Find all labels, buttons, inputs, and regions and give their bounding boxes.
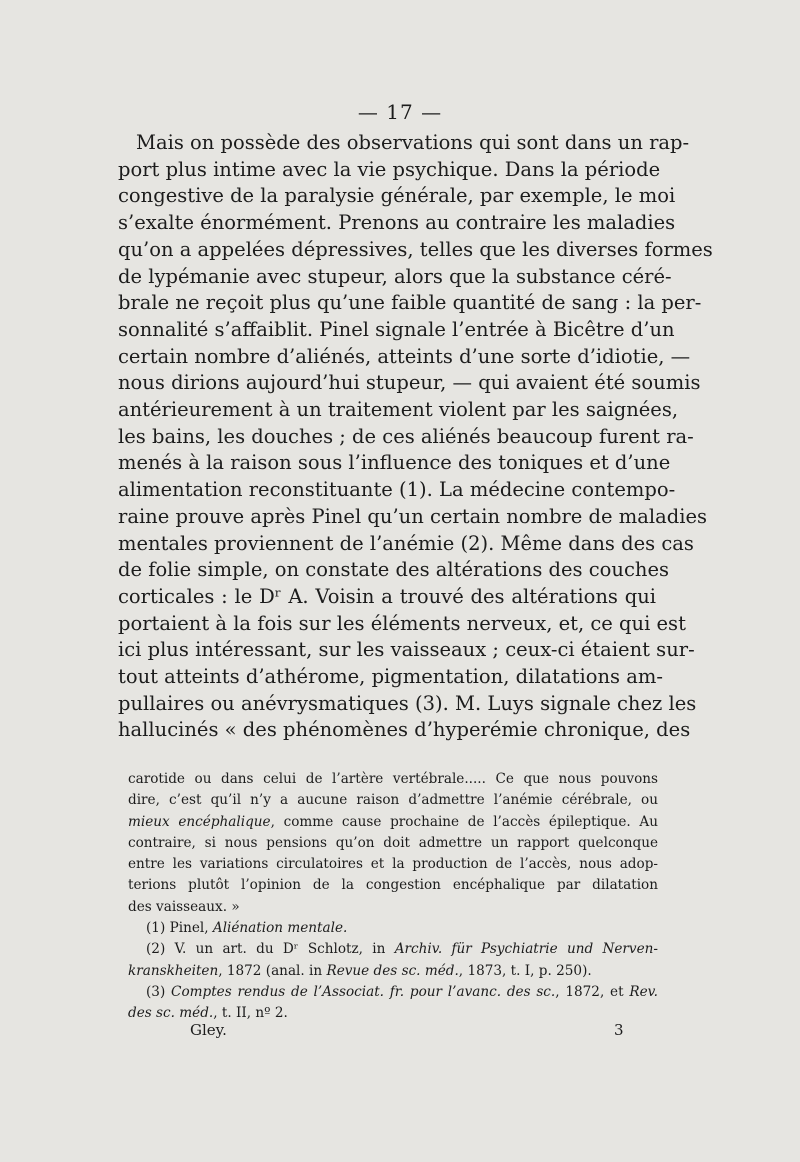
body-line: qu’on a appelées dépressives, telles que les diverses formes xyxy=(118,237,713,261)
body-line: Mais on possède des observations qui sont dans un rap- xyxy=(136,131,690,154)
body-line: brale ne reçoit plus qu’une faible quantité de sang : la per- xyxy=(118,291,702,315)
body-line: menés à la raison sous l’influence des toniques et d’une xyxy=(118,451,671,475)
footnote-2-title: Archiv. für Psychiatrie und Nerven- xyxy=(394,941,658,958)
signature-mark: Gley. xyxy=(190,1021,227,1039)
note-line: contraire, si nous pensions qu’on doit admettre un rapport quelconque xyxy=(128,834,658,851)
body-line: port plus intime avec la vie psychique. Dans la période xyxy=(118,157,661,181)
footnote-2 xyxy=(128,939,658,960)
body-line: corticales : le Dʳ A. Voisin a trouvé des altérations qui xyxy=(118,584,656,608)
body-line: alimentation reconstituante (1). La médecine contempo- xyxy=(118,478,676,502)
body-line: congestive de la paralysie générale, par exemple, le moi xyxy=(118,184,676,208)
body-line: hallucinés « des phénomènes d’hyperémie chronique, des xyxy=(118,718,691,742)
footnote-2-text: (2) V. un art. du Dʳ Schlotz, in xyxy=(146,941,395,958)
body-line: tout atteints d’athérome, pigmentation, dilatations am- xyxy=(118,665,663,689)
body-line: certain nombre d’aliénés, atteints d’une sorte d’idiotie, — xyxy=(118,344,691,368)
note-line-italic: mieux encéphalique xyxy=(128,813,271,830)
note-line: entre les variations circulatoires et la production de l’accès, nous adop- xyxy=(128,856,658,873)
footnote-3 xyxy=(128,982,658,1003)
footnote-3-rev-cont: des sc. méd. xyxy=(128,1005,214,1022)
body-line: les bains, les douches ; de ces aliénés beaucoup furent ra- xyxy=(118,424,694,448)
footnote-2-text-c: , 1873, t. I, p. 250). xyxy=(458,962,592,979)
footnote-2-text-b: , 1872 (anal. in xyxy=(218,962,327,979)
note-line: carotide ou dans celui de l’artère vertébrale..... Ce que nous pouvons xyxy=(128,771,658,787)
footnote-2-title-cont: kranskheiten xyxy=(128,962,219,979)
footnote-2-journal: Revue des sc. méd. xyxy=(326,962,459,979)
body-line: de lypémanie avec stupeur, alors que la substance céré- xyxy=(118,264,672,288)
body-line: sonnalité s’affaiblit. Pinel signale l’entrée à Bicêtre d’un xyxy=(118,317,675,341)
footnote-3-text-b: , 1872, et xyxy=(555,983,630,1000)
footnote-2-cont xyxy=(128,961,658,982)
footnote-3-text: (3) xyxy=(146,983,172,1000)
body-line: antérieurement à un traitement violent par les saignées, xyxy=(118,398,679,422)
body-line: de folie simple, on constate des altérations des couches xyxy=(118,558,670,582)
body-line: pullaires ou anévrysmatiques (3). M. Luys signale chez les xyxy=(118,691,697,715)
footnote-3-text-c: , t. II, nº 2. xyxy=(213,1005,288,1022)
body-line: portaient à la fois sur les éléments nerveux, et, ce qui est xyxy=(118,611,686,635)
footnote-1-text: (1) Pinel, xyxy=(146,920,213,937)
footnote-block xyxy=(128,769,658,1025)
footnote-3-title: Comptes rendus de l’Associat. fr. pour l’avanc. des sc. xyxy=(171,983,556,1000)
footnote-3-rev: Rev. xyxy=(629,983,658,1000)
page-number-header: — 17 — xyxy=(357,100,443,124)
body-line: nous dirions aujourd’hui stupeur, — qui avaient été soumis xyxy=(118,371,701,395)
body-line: raine prouve après Pinel qu’un certain nombre de maladies xyxy=(118,504,707,528)
footnote-1 xyxy=(128,918,658,939)
body-line: ici plus intéressant, sur les vaisseaux ; ceux-ci étaient sur- xyxy=(118,638,695,662)
note-line: dire, c’est qu’il n’y a aucune raison d’admettre l’anémie cérébrale, ou xyxy=(128,792,658,809)
body-line: mentales proviennent de l’anémie (2). Même dans des cas xyxy=(118,531,694,555)
body-line: s’exalte énormément. Prenons au contraire les maladies xyxy=(118,211,676,235)
signature-folio: 3 xyxy=(614,1021,624,1039)
note-line: mieux encéphalique, comme cause prochaine de l’accès épileptique. Au xyxy=(128,813,658,830)
note-line: des vaisseaux. » xyxy=(128,898,240,915)
body-paragraph xyxy=(118,130,713,744)
footnote-1-title: Aliénation mentale. xyxy=(212,920,348,937)
note-line: terions plutôt l’opinion de la congestion encéphalique par dilatation xyxy=(128,877,658,894)
